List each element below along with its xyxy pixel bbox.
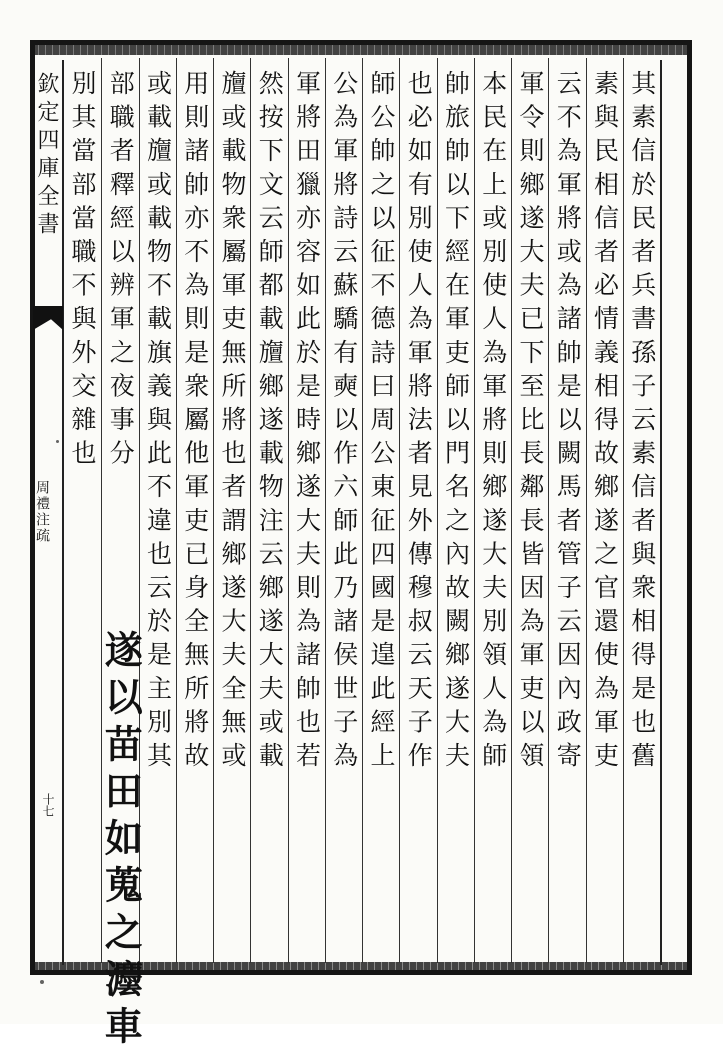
column-text: 軍令則鄉遂大夫已下至比長鄰長皆因為軍吏以領 <box>516 70 545 776</box>
margin-subtitle: 周禮注疏 <box>34 480 50 544</box>
margin-column <box>32 60 60 960</box>
text-column <box>64 58 101 963</box>
margin-title: 欽定四庫全書 <box>34 72 59 240</box>
text-column <box>213 58 250 963</box>
page-number: 十七 <box>41 793 55 817</box>
text-column <box>623 58 660 963</box>
column-text: 也必如有別使人為軍將法者見外傳穆叔云天子作 <box>404 70 434 776</box>
column-text: 別其當部當職不與外交雜也 <box>68 70 97 474</box>
column-text: 帥旅帥以下經在軍吏師以門名之內故闕鄉遂大夫 <box>441 70 471 776</box>
column-text: 云不為軍將或為諸帥是以闕馬者管子云因內政寄 <box>553 70 583 776</box>
column-text: 其素信於民者兵書孫子云素信者與衆相得是也舊 <box>627 70 657 776</box>
text-column <box>288 58 325 963</box>
text-column <box>250 58 287 963</box>
paper-speck <box>40 980 44 984</box>
text-column <box>325 58 362 963</box>
text-column <box>362 58 399 963</box>
text-column <box>586 58 623 963</box>
text-column <box>139 58 176 963</box>
frame-top-border <box>35 45 687 55</box>
main-text-large: 遂以苗田如蒐之灋車 <box>98 630 144 1053</box>
column-text: 本民在上或別使人為軍將則鄉遂大夫別領人為師 <box>478 70 508 776</box>
column-text: 軍將田獵亦容如此於是時鄉遂大夫則為諸帥也若 <box>292 70 322 776</box>
text-column <box>176 58 213 963</box>
column-text: 然按下文云師都載旜鄉遂載物注云鄉遂大夫或載 <box>255 70 285 776</box>
column-text: 用則諸帥亦不為則是衆屬他軍吏已身全無所將故 <box>180 70 210 776</box>
column-text: 旜或載物衆屬軍吏無所將也者謂鄉遂大夫全無或 <box>218 70 247 776</box>
column-text: 公為軍將詩云蘇驕有奭以作六師此乃諸侯世子為 <box>329 70 359 776</box>
text-column <box>437 58 474 963</box>
column-text: 師公帥之以征不德詩曰周公東征四國是遑此經上 <box>367 70 396 776</box>
text-columns <box>64 58 660 1053</box>
column-text: 部職者釋經以辨軍之夜事分 <box>106 70 136 474</box>
text-column-with-main-text <box>98 58 144 1053</box>
text-column <box>511 58 548 963</box>
text-column <box>548 58 585 963</box>
column-text: 素與民相信者必情義相得故鄉遂之官還使為軍吏 <box>590 70 620 776</box>
paper-speck <box>56 440 59 443</box>
text-column <box>474 58 511 963</box>
text-column <box>399 58 436 963</box>
column-text: 或載旜或載物不載旗義與此不違也云於是主別其 <box>143 70 173 776</box>
